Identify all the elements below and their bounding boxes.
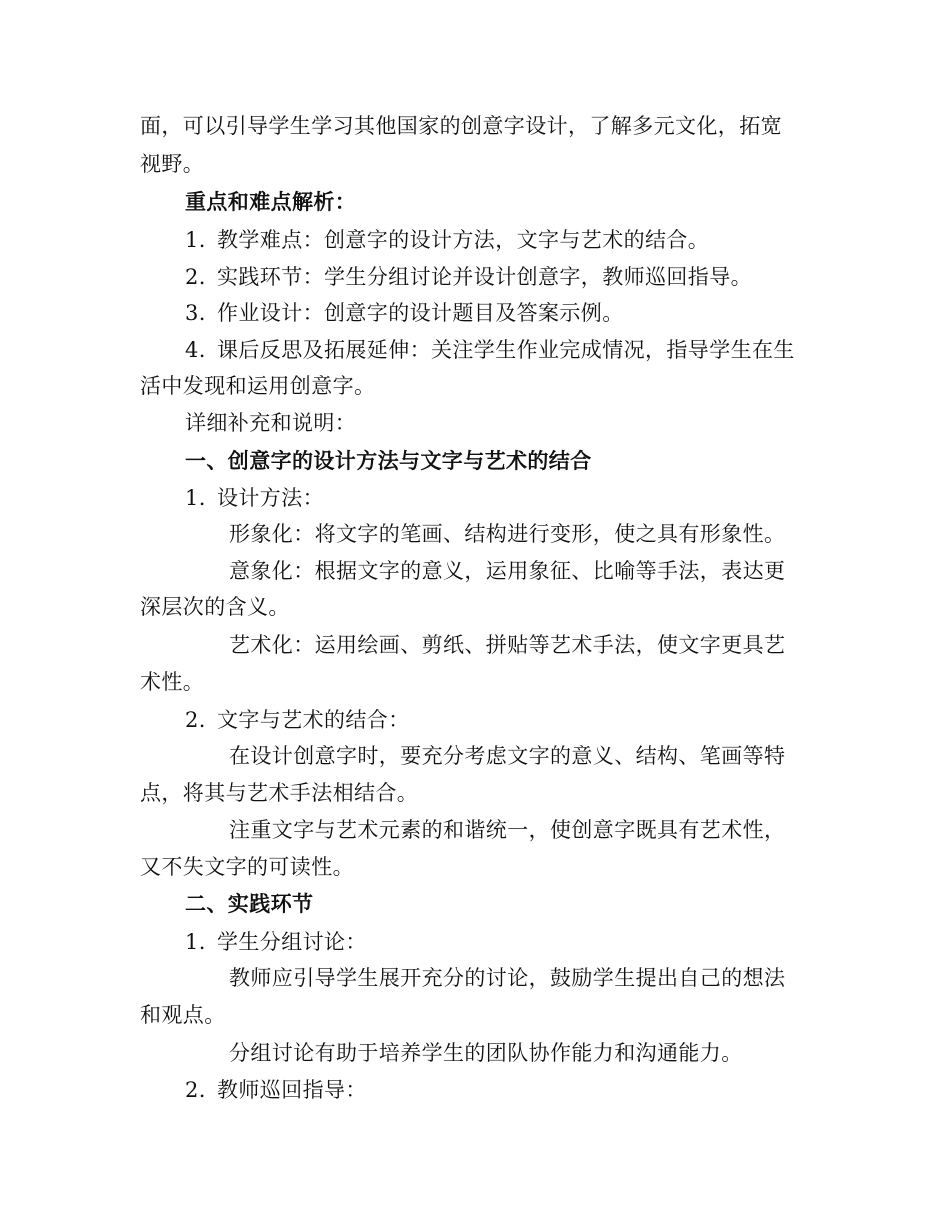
list-number: 1.: [185, 486, 206, 510]
paragraph-line: 面，可以引导学生学习其他国家的创意字设计，了解多元文化，拓宽: [140, 114, 782, 138]
supplement-heading: 详细补充和说明：: [185, 411, 357, 435]
list-number: 2.: [185, 1078, 206, 1102]
paragraph-line: 意象化：根据文字的意义，运用象征、比喻等手法，表达更: [229, 559, 786, 583]
list-number: 1.: [185, 930, 206, 954]
section-heading: 二、实践环节: [185, 891, 314, 916]
list-item: [185, 927, 367, 957]
paragraph-line: 注重文字与艺术元素的和谐统一，使创意字既具有艺术性，: [229, 818, 786, 842]
list-text: 实践环节：学生分组讨论并设计创意字，教师巡回指导。: [217, 265, 752, 289]
paragraph-line: 艺术化：运用绘画、剪纸、拼贴等艺术手法，使文字更具艺: [229, 633, 786, 657]
paragraph-line: 形象化：将文字的笔画、结构进行变形，使之具有形象性。: [229, 522, 786, 546]
section-heading: 一、创意字的设计方法与文字与艺术的结合: [185, 448, 592, 473]
list-text: 学生分组讨论：: [217, 930, 367, 954]
list-item: [185, 335, 795, 365]
key-points-heading: 重点和难点解析：: [185, 189, 357, 214]
paragraph-line: 在设计创意字时，要充分考虑文字的意义、结构、笔画等特: [229, 744, 786, 768]
paragraph-line: 深层次的含义。: [140, 595, 290, 619]
paragraph-line: 视野。: [140, 152, 205, 176]
list-item: [185, 1075, 367, 1105]
list-text: 教学难点：创意字的设计方法，文字与艺术的结合。: [217, 228, 710, 252]
paragraph-line: 教师应引导学生展开充分的讨论，鼓励学生提出自己的想法: [229, 966, 786, 990]
list-item-continuation: 活中发现和运用创意字。: [140, 374, 376, 398]
list-item: [185, 705, 410, 735]
paragraph-line: 又不失文字的可读性。: [140, 855, 354, 879]
list-item: [185, 262, 752, 292]
paragraph-line: 分组讨论有助于培养学生的团队协作能力和沟通能力。: [229, 1041, 743, 1065]
list-text: 作业设计：创意字的设计题目及答案示例。: [217, 301, 624, 325]
list-number: 2.: [185, 265, 206, 289]
list-text: 课后反思及拓展延伸：关注学生作业完成情况，指导学生在生: [217, 338, 795, 362]
list-item: [185, 483, 324, 513]
list-number: 1.: [185, 228, 206, 252]
list-item: [185, 225, 709, 255]
list-text: 教师巡回指导：: [217, 1078, 367, 1102]
paragraph-line: 点，将其与艺术手法相结合。: [140, 781, 419, 805]
list-item: [185, 298, 624, 328]
list-number: 2.: [185, 708, 206, 732]
paragraph-line: 术性。: [140, 670, 205, 694]
list-number: 4.: [185, 338, 206, 362]
list-text: 文字与艺术的结合：: [217, 708, 410, 732]
list-number: 3.: [185, 301, 206, 325]
list-text: 设计方法：: [217, 486, 324, 510]
paragraph-line: 和观点。: [140, 1003, 226, 1027]
